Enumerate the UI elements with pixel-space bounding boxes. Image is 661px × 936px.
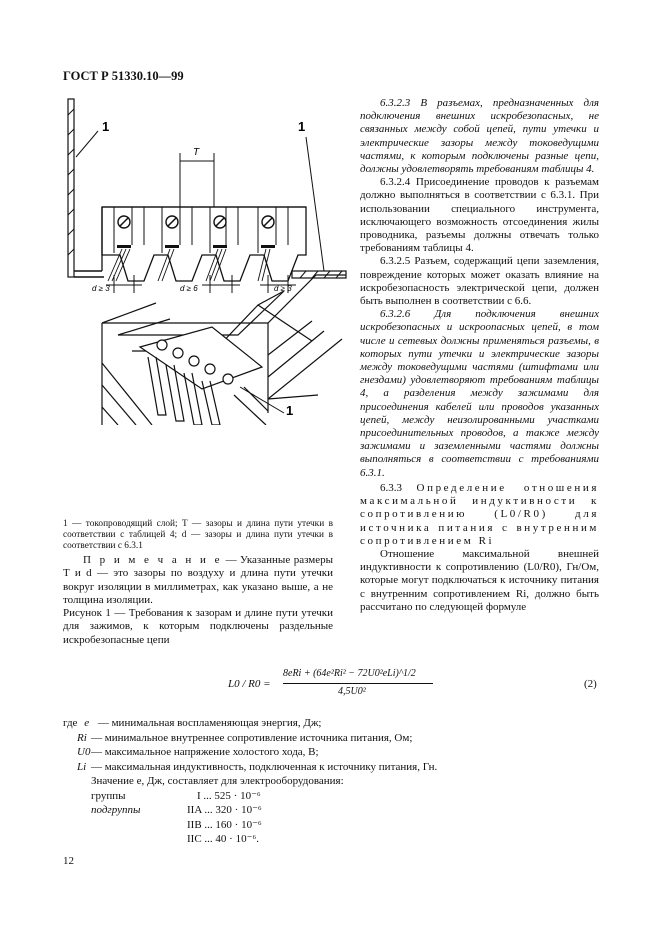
figure-label-1-left: 1 [102,119,110,134]
value-row [63,789,603,804]
dimension-t-label: T [193,147,200,158]
dimension-d2-label: d ≥ 6 [180,284,198,293]
definition-text: — максимальное напряжение холостого хода, В; [91,746,319,758]
definition-symbol: U0 [77,746,91,758]
connector-isometric-drawing [102,275,346,425]
formula-numerator: 8eRi + (64e²Ri² − 72U0²eLi)^1/2 [283,668,416,679]
dimension-d1-label: d ≥ 3 [92,284,110,293]
right-column [360,97,599,614]
definition-symbol: Ri [77,731,87,744]
definition-row [63,774,603,789]
figure-note [63,554,333,608]
definition-text: — максимальная индуктивность, подключенная к источнику питания, Гн. [91,760,438,773]
values-intro: Значение e, Дж, составляет для электрооборудования: [91,775,344,787]
para-6-3-2-3: 6.3.2.3 В разъемах, предназначенных для подключения внешних искробезопасных, не связанных между собой цепей, пути утечки и электрические зазоры между токоведущими частями, к которым подключены разные цепи, должны удовлетворять требованиям таблицы 4. [360,97,599,176]
para-ratio-text: Отношение максимальной внешней индуктивности к сопротивлению (L0/R0), Гн/Ом, которые могут подключаться к источнику питания с внутренним сопротивлением Ri, должно быть рассчитано по следующей формуле [360,547,599,613]
figure-legend: 1 — токопроводящий слой; T — зазоры и длина пути утечки в соответствии с таблицей 4; d — зазоры и длина пути утечки в соответствии с 6.3.1 [63,519,333,551]
figure-title: Рисунок 1 — Требования к зазорам и длине пути утечки для зажимов, к которым подключены раздельные искробезопасные цепи [63,607,333,646]
terminal-screws [118,216,274,228]
group-value: IIB ... 160 · 10⁻⁶ [187,818,262,831]
para-6-3-2-5: 6.3.2.5 Разъем, содержащий цепи заземления, повреждение которых может оказать влияние на искробезопасность электрической цепи, должен быть выполнен в соответствии с 6.6. [360,255,599,308]
terminal-clearance-figure [62,95,354,425]
value-row [63,818,603,833]
definition-text: — минимальное внутреннее сопротивление источника питания, Ом; [91,731,413,744]
para-6-3-2-4: 6.3.2.4 Присоединение проводов к разъемам должно выполняться в соответствии с 6.3.1. При использовании специального инструмента, исключающего возможность отсоединения жилы проводника, разъемы должны отвечать только требованиям таблицы 4. [360,176,599,255]
value-row [63,803,603,818]
dimension-d3-label: d ≥ 3 [274,284,292,293]
figure-label-1-lower: 1 [286,403,294,418]
value-row [63,832,603,847]
definition-symbol: e [84,717,90,729]
formula-2 [228,668,438,712]
figure-label-1-right: 1 [298,119,306,134]
definition-text: — минимальная воспламеняющая энергия, Дж; [97,717,322,729]
definitions-intro: где [63,717,78,729]
definition-row [63,731,603,746]
subgroups-label: подгруппы [91,804,141,816]
para-6-3-2-6: 6.3.2.6 Для подключения внешних искробезопасных и искроопасных цепей, в том числе и сетевых должны применяться разъемы, в которых пути утечки и электрические зазоры между токоведущими частями (штифтами или гнездами) удовлетворяют требованиям таблицы 4, а разделения между зажимами для присоединения кабелей или проводов указанных цепей, между неизолированными участками присоединительных проводов, а также между зажимами и заземленными частями должны выполняться в соответствии с требованиями 6.3.1. [360,308,599,479]
group-value: I ... 525 · 10⁻⁶ [197,789,261,802]
definitions-block [63,716,603,847]
left-wall [68,99,104,277]
definition-symbol: Li [77,760,87,773]
formula-denominator: 4,5U0² [338,686,366,697]
note-label: П р и м е ч а н и е [83,554,223,566]
formula-fraction-bar [283,683,433,684]
para-6-3-3 [360,482,599,548]
para-6-3-3-number: 6.3.3 [380,481,402,494]
group-value: IIC ... 40 · 10⁻⁶. [187,833,259,845]
definition-row [63,760,603,775]
formula-number: (2) [584,678,597,690]
note-text: — Указанные размеры T и d — это зазоры по воздуху и длина пути утечки вокруг изоляции в миллиметрах, как указано выше, а не толщина изоляции. [63,554,334,607]
standard-header: ГОСТ Р 51330.10—99 [63,69,184,83]
groups-label: группы [91,789,126,802]
definition-row [63,745,603,760]
definition-row [63,716,603,731]
formula-lhs: L0 / R0 = [228,678,271,690]
group-value: IIA ... 320 · 10⁻⁶ [187,804,262,816]
para-6-3-3-heading: Определение отношения максимальной индуктивности к сопротивлению (L0/R0) для источника питания с внутренним сопротивлением Ri [360,481,599,547]
page-number: 12 [63,855,74,867]
